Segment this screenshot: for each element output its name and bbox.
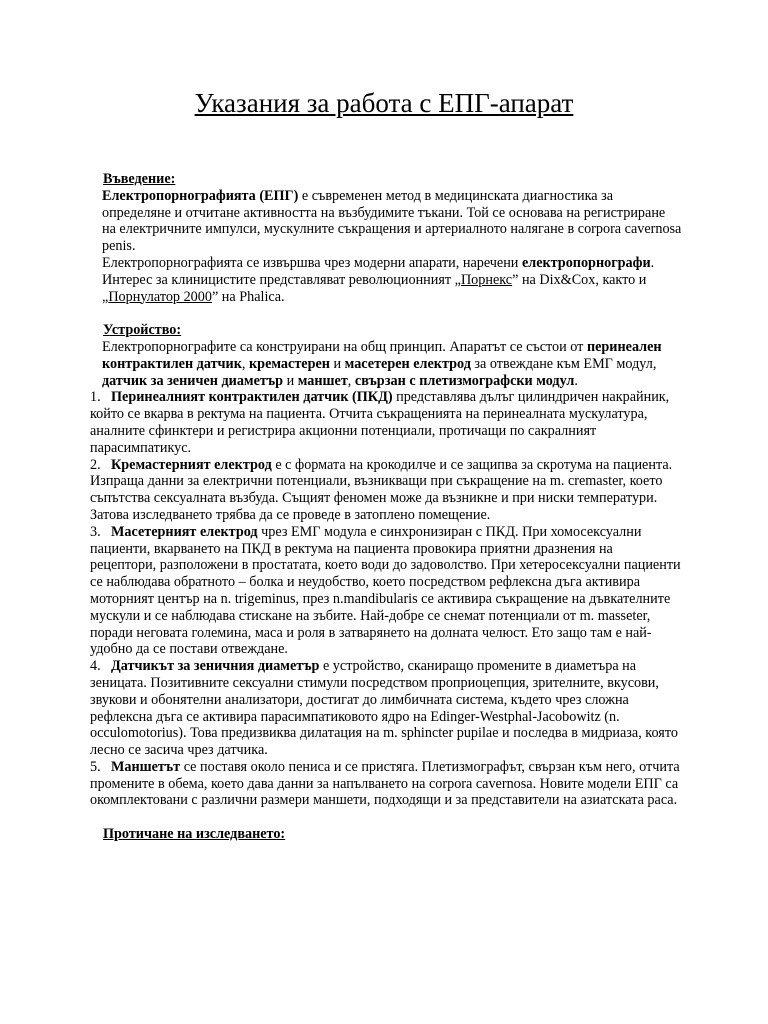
section-heading-intro: Въведение:	[103, 171, 176, 187]
section-heading-device: Устройство:	[103, 322, 182, 339]
term-epg: Електропорнографията (ЕПГ)	[102, 187, 299, 204]
list-item: 3. Масетерният електрод чрез ЕМГ модула е синхронизиран с ПКД. При хомосексуални пациенти, вкарването на ПКД в ректума на пациента провокира приятни дразнения на рецептори, разположени в простатата, което води до задоволство. При хетеросексуални пациенти се наблюдава обратното – болка и неудобство, което посредством рефлексна дъга активира моторният център на n. trigeminus, през n.mandibularis се активира съкращение на дъвкателните мускули и се наблюдава стискане на зъбите. Най-добре се снемат потенциали от m. masseter, поради неговата големина, маса и роля в затварянето на долната челюст. Ето защо там е най-удобно да се постави отвеждане.	[90, 523, 681, 658]
device-paragraph: Електропорнографите са конструирани на общ принцип. Апаратът се състои от перинеален контрактилен датчик, кремастерен и масетерен електрод за отвеждане към ЕМГ модул, датчик за зеничен диаметър и маншет, свързан с плетизмографски модул.	[102, 338, 662, 389]
link-pornulator[interactable]: Порнулатор 2000	[108, 288, 212, 305]
intro-paragraph-1: Електропорнографията (ЕПГ) е съвременен метод в медицинската диагностика за определяне и отчитане активността на възбудимите тъкани. Той се основава на регистриране на електричните импулси, мускулните съкращения и артериалното налягане в corpora cavernosa penis.	[102, 187, 682, 255]
page-title: Указания за работа с ЕПГ-апарат	[194, 88, 574, 118]
spacer	[90, 305, 682, 322]
document-body	[90, 171, 682, 843]
spacer	[90, 809, 682, 826]
list-item: 5. Маншетът се поставя около пениса и се пристяга. Плетизмографът, свързан към него, отчита промените в обема, което дава данни за напълването на corpora cavernosa. Новите модели ЕПГ са окомплектовани с различни размери маншети, подходящи и за представители на азиатската раса.	[90, 758, 680, 809]
intro-paragraph-2: Електропорнографията се извършва чрез модерни апарати, наречени електропорнографи. Интерес за клиницистите представляват революционният „Порнекс” на Dix&Cox, както и „Порнулатор 2000” на Phalica.	[102, 254, 655, 305]
list-item: 2. Кремастерният електрод е с формата на крокодилче и се защипва за скротума на пациента. Изпраща данни за електрични потенциали, възникващи при съкращение на m. cremaster, което съпътства сексуалната възбуда. Същият феномен може да възникне и при ниски температури. Затова изследването трябва да се проведе в затоплено помещение.	[90, 456, 673, 523]
section-heading-procedure: Протичане на изследването:	[103, 826, 286, 843]
list-item: 1. Перинеалният контрактилен датчик (ПКД) представлява дълъг цилиндричен накрайник, който се вкарва в ректума на пациента. Отчита съкращенията на перинеалната мускулатура, аналните сфинктери и регистрира акционни потенциали, протичащи по сакралният парасимпатикус.	[90, 389, 670, 456]
link-pornex[interactable]: Порнекс	[460, 271, 513, 288]
list-item: 4. Датчикът за зеничния диаметър е устройство, сканиращо промените в диаметъра на зеницата. Позитивните сексуални стимули посредством проприоцепция, зрителните, вкусови, звукови и обонятелни анализатори, достигат до лимбичната система, където чрез сложна рефлексна дъга се активира парасимпатиковото ядро на Edinger-Westphal-Jacobowitz (n. occulomotorius). Това предизвиква дилатация на m. sphincter pupilae и последва в мидриаза, която лесно се засича чрез датчика.	[90, 658, 678, 759]
term-electropornographs: електропорнографи	[521, 254, 651, 271]
